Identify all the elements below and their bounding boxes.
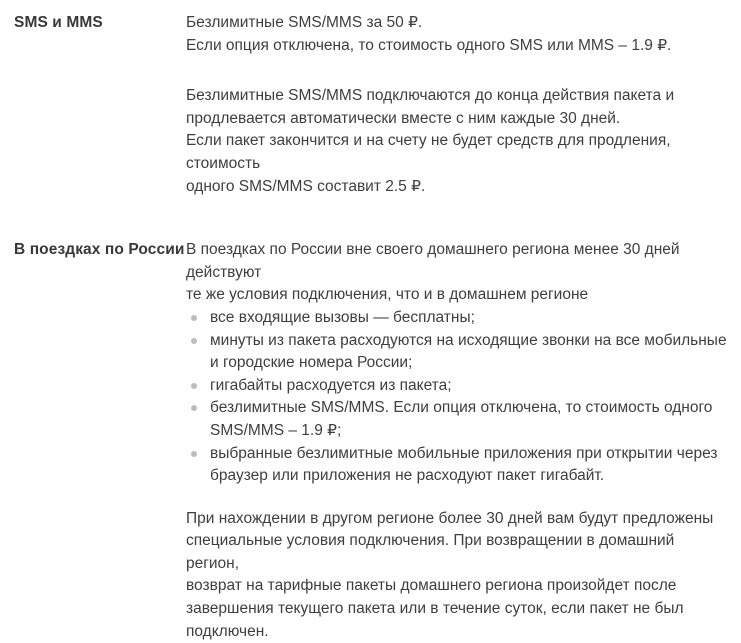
section-content-sms-mms xyxy=(186,12,727,198)
paragraph-sms-renewal xyxy=(186,85,727,198)
text-line: В поездках по России вне своего домашнего региона менее 30 дней действуют xyxy=(186,241,680,281)
text-line: продлевается автоматически вместе с ним каждые 30 дней. xyxy=(186,109,621,127)
text-line: завершения текущего пакета или в течение суток, если пакет не был xyxy=(186,600,684,618)
text-line: специальные условия подключения. При возвращении в домашний регион, xyxy=(186,532,675,572)
list-item-minutes xyxy=(186,330,727,375)
list-item-sms-mms xyxy=(186,397,727,442)
text-line: выбранные безлимитные мобильные приложения при открытии через xyxy=(210,444,718,462)
paragraph-other-region xyxy=(186,508,727,643)
list-item-gigabytes xyxy=(186,375,727,398)
text-line: гигабайты расходуется из пакета; xyxy=(210,376,452,394)
text-line: Если опция отключена, то стоимость одного SMS или MMS – 1.9 ₽. xyxy=(186,36,672,54)
text-line: те же условия подключения, что и в домашнем регионе xyxy=(186,286,589,304)
section-label-travel-russia: В поездках по России xyxy=(14,241,185,259)
text-line: браузер или приложения не расходуют пакет гигабайт. xyxy=(210,467,605,485)
text-line: все входящие вызовы — бесплатны; xyxy=(210,308,475,326)
text-line: Безлимитные SMS/MMS за 50 ₽. xyxy=(186,14,423,31)
section-sms-mms xyxy=(0,12,727,198)
text-line: SMS/MMS – 1.9 ₽; xyxy=(210,421,342,439)
section-label-sms-mms: SMS и MMS xyxy=(14,14,103,31)
text-line: безлимитные SMS/MMS. Если опция отключена, то стоимость одного xyxy=(210,399,713,417)
text-line: одного SMS/MMS составит 2.5 ₽. xyxy=(186,177,426,195)
paragraph-sms-price xyxy=(186,12,727,57)
paragraph-travel-intro xyxy=(186,239,727,307)
text-line: Если пакет закончится и на счету не будет средств для продления, стоимость xyxy=(186,132,671,172)
list-item-apps xyxy=(186,443,727,488)
text-line: подключен. xyxy=(186,622,269,640)
text-line: При нахождении в другом регионе более 30 дней вам будут предложены xyxy=(186,509,714,527)
text-line: возврат на тарифные пакеты домашнего региона произойдет после xyxy=(186,577,677,595)
section-content-travel-russia xyxy=(186,239,727,643)
list-item-incoming-calls xyxy=(186,307,727,330)
section-travel-russia xyxy=(0,239,727,643)
text-line: Безлимитные SMS/MMS подключаются до конца действия пакета и xyxy=(186,87,675,105)
text-line: минуты из пакета расходуются на исходящие звонки на все мобильные xyxy=(210,331,727,349)
travel-conditions-list xyxy=(186,307,727,488)
text-line: и городские номера России; xyxy=(210,354,413,372)
